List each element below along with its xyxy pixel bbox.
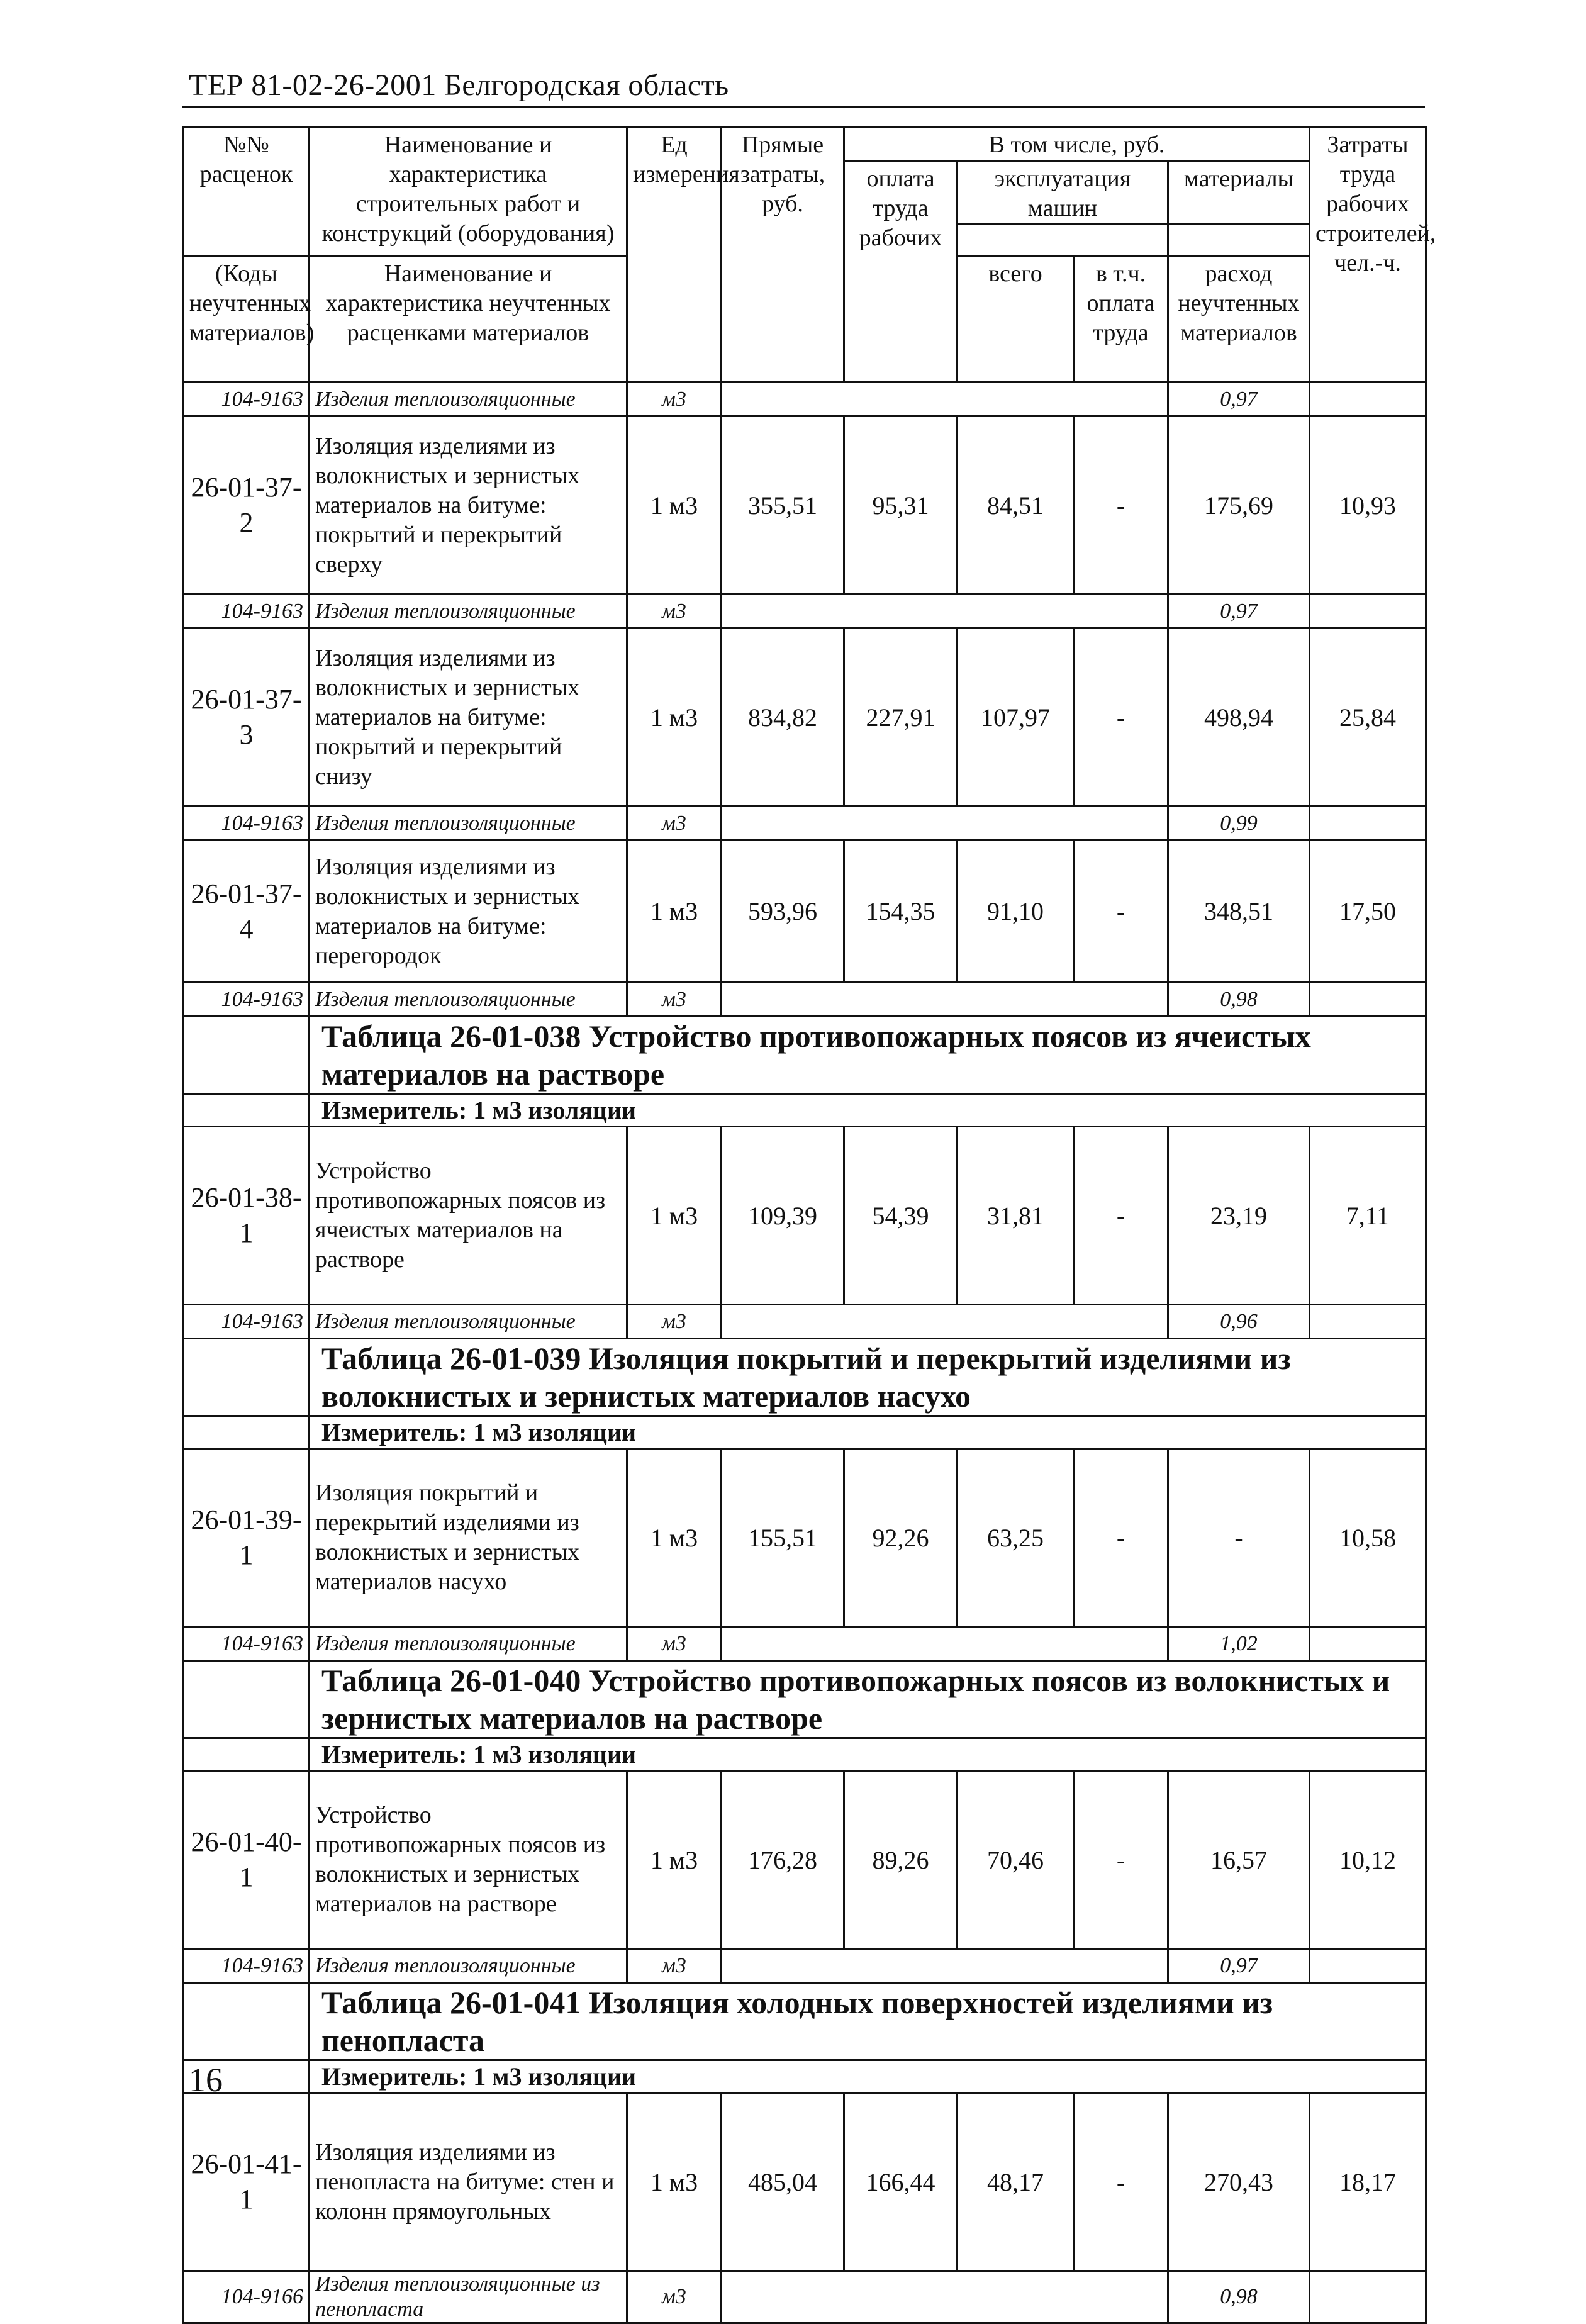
rate-machine-wage: - [1074,416,1168,595]
rate-labor-cost: 54,39 [844,1127,958,1305]
rate-labor-cost: 154,35 [844,841,958,983]
rate-unit: 1 м3 [627,1449,722,1627]
material-unit: м3 [627,595,722,628]
rate-materials-cost: - [1168,1449,1310,1627]
material-empty [1310,2271,1426,2323]
rate-work-hours: 25,84 [1310,628,1426,807]
rate-name: Изоляция изделиями из волокнистых и зернистых материалов на битуме: покрытий и перекрытий сверху [310,416,627,595]
rate-direct-cost: 593,96 [722,841,844,983]
col-header-workhours: Затраты труда рабочих строителей, чел.-ч. [1310,127,1426,383]
rate-code: 26-01-38-1 [184,1127,310,1305]
rate-machine-cost: 70,46 [958,1771,1074,1949]
rate-unit: 1 м3 [627,2093,722,2271]
measure-row [184,1416,1426,1449]
rate-code: 26-01-37-4 [184,841,310,983]
col-header-machine-total: всего [958,256,1074,383]
material-row [184,1305,1426,1339]
rate-name: Изоляция покрытий и перекрытий изделиями из волокнистых и зернистых материалов насухо [310,1449,627,1627]
rate-row [184,841,1426,983]
table-header [184,127,1436,383]
section-empty [184,1017,310,1094]
col-header-spacer [1168,225,1310,256]
material-empty [1310,595,1426,628]
col-header-spacer [958,225,1168,256]
measure-text: Измеритель: 1 м3 изоляции [310,1416,1426,1449]
section-title: Таблица 26-01-041 Изоляция холодных поверхностей изделиями из пенопласта [310,1983,1426,2060]
material-value: 0,99 [1168,807,1310,841]
material-row [184,2271,1426,2323]
col-header-labor: оплата труда рабочих [844,161,958,383]
col-header-direct: Прямые затраты, руб. [722,127,844,383]
material-empty [722,1627,1168,1661]
material-code: 104-9163 [184,807,310,841]
material-empty [722,2271,1168,2323]
header-rule [182,106,1425,108]
material-unit: м3 [627,383,722,416]
material-row [184,383,1426,416]
material-code: 104-9163 [184,1627,310,1661]
rate-labor-cost: 227,91 [844,628,958,807]
rate-direct-cost: 109,39 [722,1127,844,1305]
material-empty [722,1305,1168,1339]
section-empty [184,1983,310,2060]
rate-name: Изоляция изделиями из волокнистых и зернистых материалов на битуме: покрытий и перекрытий снизу [310,628,627,807]
rate-work-hours: 10,12 [1310,1771,1426,1949]
rate-direct-cost: 355,51 [722,416,844,595]
material-name: Изделия теплоизоляционные [310,595,627,628]
section-row [184,1339,1426,1416]
section-empty [184,1339,310,1416]
material-empty [1310,1305,1426,1339]
measure-text: Измеритель: 1 м3 изоляции [310,1094,1426,1127]
material-unit: м3 [627,2271,722,2323]
rate-direct-cost: 485,04 [722,2093,844,2271]
material-name: Изделия теплоизоляционные [310,1305,627,1339]
rate-code: 26-01-41-1 [184,2093,310,2271]
material-value: 0,96 [1168,1305,1310,1339]
material-empty [1310,1949,1426,1983]
rate-machine-wage: - [1074,841,1168,983]
rate-row [184,2093,1426,2271]
material-name: Изделия теплоизоляционные из пенопласта [310,2271,627,2323]
material-code: 104-9166 [184,2271,310,2323]
material-value: 1,02 [1168,1627,1310,1661]
rate-machine-wage: - [1074,2093,1168,2271]
rate-code: 26-01-39-1 [184,1449,310,1627]
col-header-code2: (Коды неучтенных материалов) [184,256,310,383]
section-row [184,1017,1426,1094]
measure-row [184,2060,1426,2093]
rate-materials-cost: 23,19 [1168,1127,1310,1305]
measure-row [184,1094,1426,1127]
material-row [184,1949,1426,1983]
section-row [184,1983,1426,2060]
material-code: 104-9163 [184,595,310,628]
col-header-materials: материалы [1168,161,1310,225]
material-value: 0,98 [1168,2271,1310,2323]
rate-labor-cost: 95,31 [844,416,958,595]
rate-unit: 1 м3 [627,1127,722,1305]
rate-materials-cost: 498,94 [1168,628,1310,807]
rate-machine-cost: 107,97 [958,628,1074,807]
rate-materials-cost: 175,69 [1168,416,1310,595]
rate-labor-cost: 166,44 [844,2093,958,2271]
material-unit: м3 [627,807,722,841]
measure-empty [184,1416,310,1449]
section-title: Таблица 26-01-040 Устройство противопожарных поясов из волокнистых и зернистых материалов на растворе [310,1661,1426,1738]
rate-materials-cost: 16,57 [1168,1771,1310,1949]
measure-row [184,1738,1426,1771]
material-value: 0,97 [1168,383,1310,416]
col-header-incl: В том числе, руб. [844,127,1310,161]
rate-work-hours: 10,93 [1310,416,1426,595]
material-name: Изделия теплоизоляционные [310,1627,627,1661]
rate-direct-cost: 176,28 [722,1771,844,1949]
measure-text: Измеритель: 1 м3 изоляции [310,1738,1426,1771]
material-empty [1310,383,1426,416]
rate-labor-cost: 89,26 [844,1771,958,1949]
rate-unit: 1 м3 [627,1771,722,1949]
col-header-mat-use: расход неучтенных материалов [1168,256,1310,383]
rate-labor-cost: 92,26 [844,1449,958,1627]
measure-empty [184,1094,310,1127]
page-number: 16 [189,2061,223,2099]
rate-work-hours: 7,11 [1310,1127,1426,1305]
material-code: 104-9163 [184,383,310,416]
rates-table [182,126,1436,2324]
section-row [184,1661,1426,1738]
rate-work-hours: 17,50 [1310,841,1426,983]
col-header-machine-wage: в т.ч. оплата труда [1074,256,1168,383]
rate-machine-wage: - [1074,628,1168,807]
material-name: Изделия теплоизоляционные [310,1949,627,1983]
rate-unit: 1 м3 [627,628,722,807]
col-header-code: №№ расценок [184,127,310,256]
col-header-name: Наименование и характеристика строительных работ и конструкций (оборудования) [310,127,627,256]
rate-machine-cost: 31,81 [958,1127,1074,1305]
material-unit: м3 [627,1949,722,1983]
col-header-unit: Ед измерения [627,127,722,383]
rate-row [184,1449,1426,1627]
rate-machine-cost: 48,17 [958,2093,1074,2271]
material-empty [722,807,1168,841]
rate-machine-cost: 63,25 [958,1449,1074,1627]
material-value: 0,98 [1168,983,1310,1017]
section-title: Таблица 26-01-039 Изоляция покрытий и перекрытий изделиями из волокнистых и зернистых материалов насухо [310,1339,1426,1416]
rate-machine-cost: 91,10 [958,841,1074,983]
rate-name: Изоляция изделиями из волокнистых и зернистых материалов на битуме: перегородок [310,841,627,983]
rate-name: Изоляция изделиями из пенопласта на битуме: стен и колонн прямоугольных [310,2093,627,2271]
material-row [184,1627,1426,1661]
rate-machine-cost: 84,51 [958,416,1074,595]
material-empty [1310,807,1426,841]
material-name: Изделия теплоизоляционные [310,807,627,841]
rate-row [184,628,1426,807]
material-empty [722,595,1168,628]
rate-direct-cost: 834,82 [722,628,844,807]
material-value: 0,97 [1168,1949,1310,1983]
col-header-name2: Наименование и характеристика неучтенных расценками материалов [310,256,627,383]
measure-empty [184,1738,310,1771]
rate-work-hours: 10,58 [1310,1449,1426,1627]
measure-text: Измеритель: 1 м3 изоляции [310,2060,1426,2093]
rate-direct-cost: 155,51 [722,1449,844,1627]
rate-name: Устройство противопожарных поясов из ячеистых материалов на растворе [310,1127,627,1305]
rate-materials-cost: 270,43 [1168,2093,1310,2271]
page-title: ТЕР 81-02-26-2001 Белгородская область [189,69,729,102]
material-unit: м3 [627,983,722,1017]
section-empty [184,1661,310,1738]
material-name: Изделия теплоизоляционные [310,983,627,1017]
material-code: 104-9163 [184,1305,310,1339]
rate-materials-cost: 348,51 [1168,841,1310,983]
rate-code: 26-01-40-1 [184,1771,310,1949]
material-row [184,595,1426,628]
material-code: 104-9163 [184,1949,310,1983]
material-row [184,807,1426,841]
material-empty [1310,1627,1426,1661]
rate-work-hours: 18,17 [1310,2093,1426,2271]
rate-name: Устройство противопожарных поясов из волокнистых и зернистых материалов на растворе [310,1771,627,1949]
rate-machine-wage: - [1074,1127,1168,1305]
col-header-machine: эксплуатация машин [958,161,1168,225]
material-empty [722,1949,1168,1983]
material-row [184,983,1426,1017]
material-empty [722,383,1168,416]
material-code: 104-9163 [184,983,310,1017]
rate-row [184,1127,1426,1305]
material-unit: м3 [627,1627,722,1661]
rate-machine-wage: - [1074,1771,1168,1949]
material-unit: м3 [627,1305,722,1339]
rate-row [184,416,1426,595]
rate-row [184,1771,1426,1949]
material-name: Изделия теплоизоляционные [310,383,627,416]
table-body [184,383,1426,2323]
material-empty [722,983,1168,1017]
rate-unit: 1 м3 [627,841,722,983]
rate-machine-wage: - [1074,1449,1168,1627]
material-value: 0,97 [1168,595,1310,628]
rate-unit: 1 м3 [627,416,722,595]
rate-code: 26-01-37-2 [184,416,310,595]
rate-code: 26-01-37-3 [184,628,310,807]
material-empty [1310,983,1426,1017]
section-title: Таблица 26-01-038 Устройство противопожарных поясов из ячеистых материалов на растворе [310,1017,1426,1094]
